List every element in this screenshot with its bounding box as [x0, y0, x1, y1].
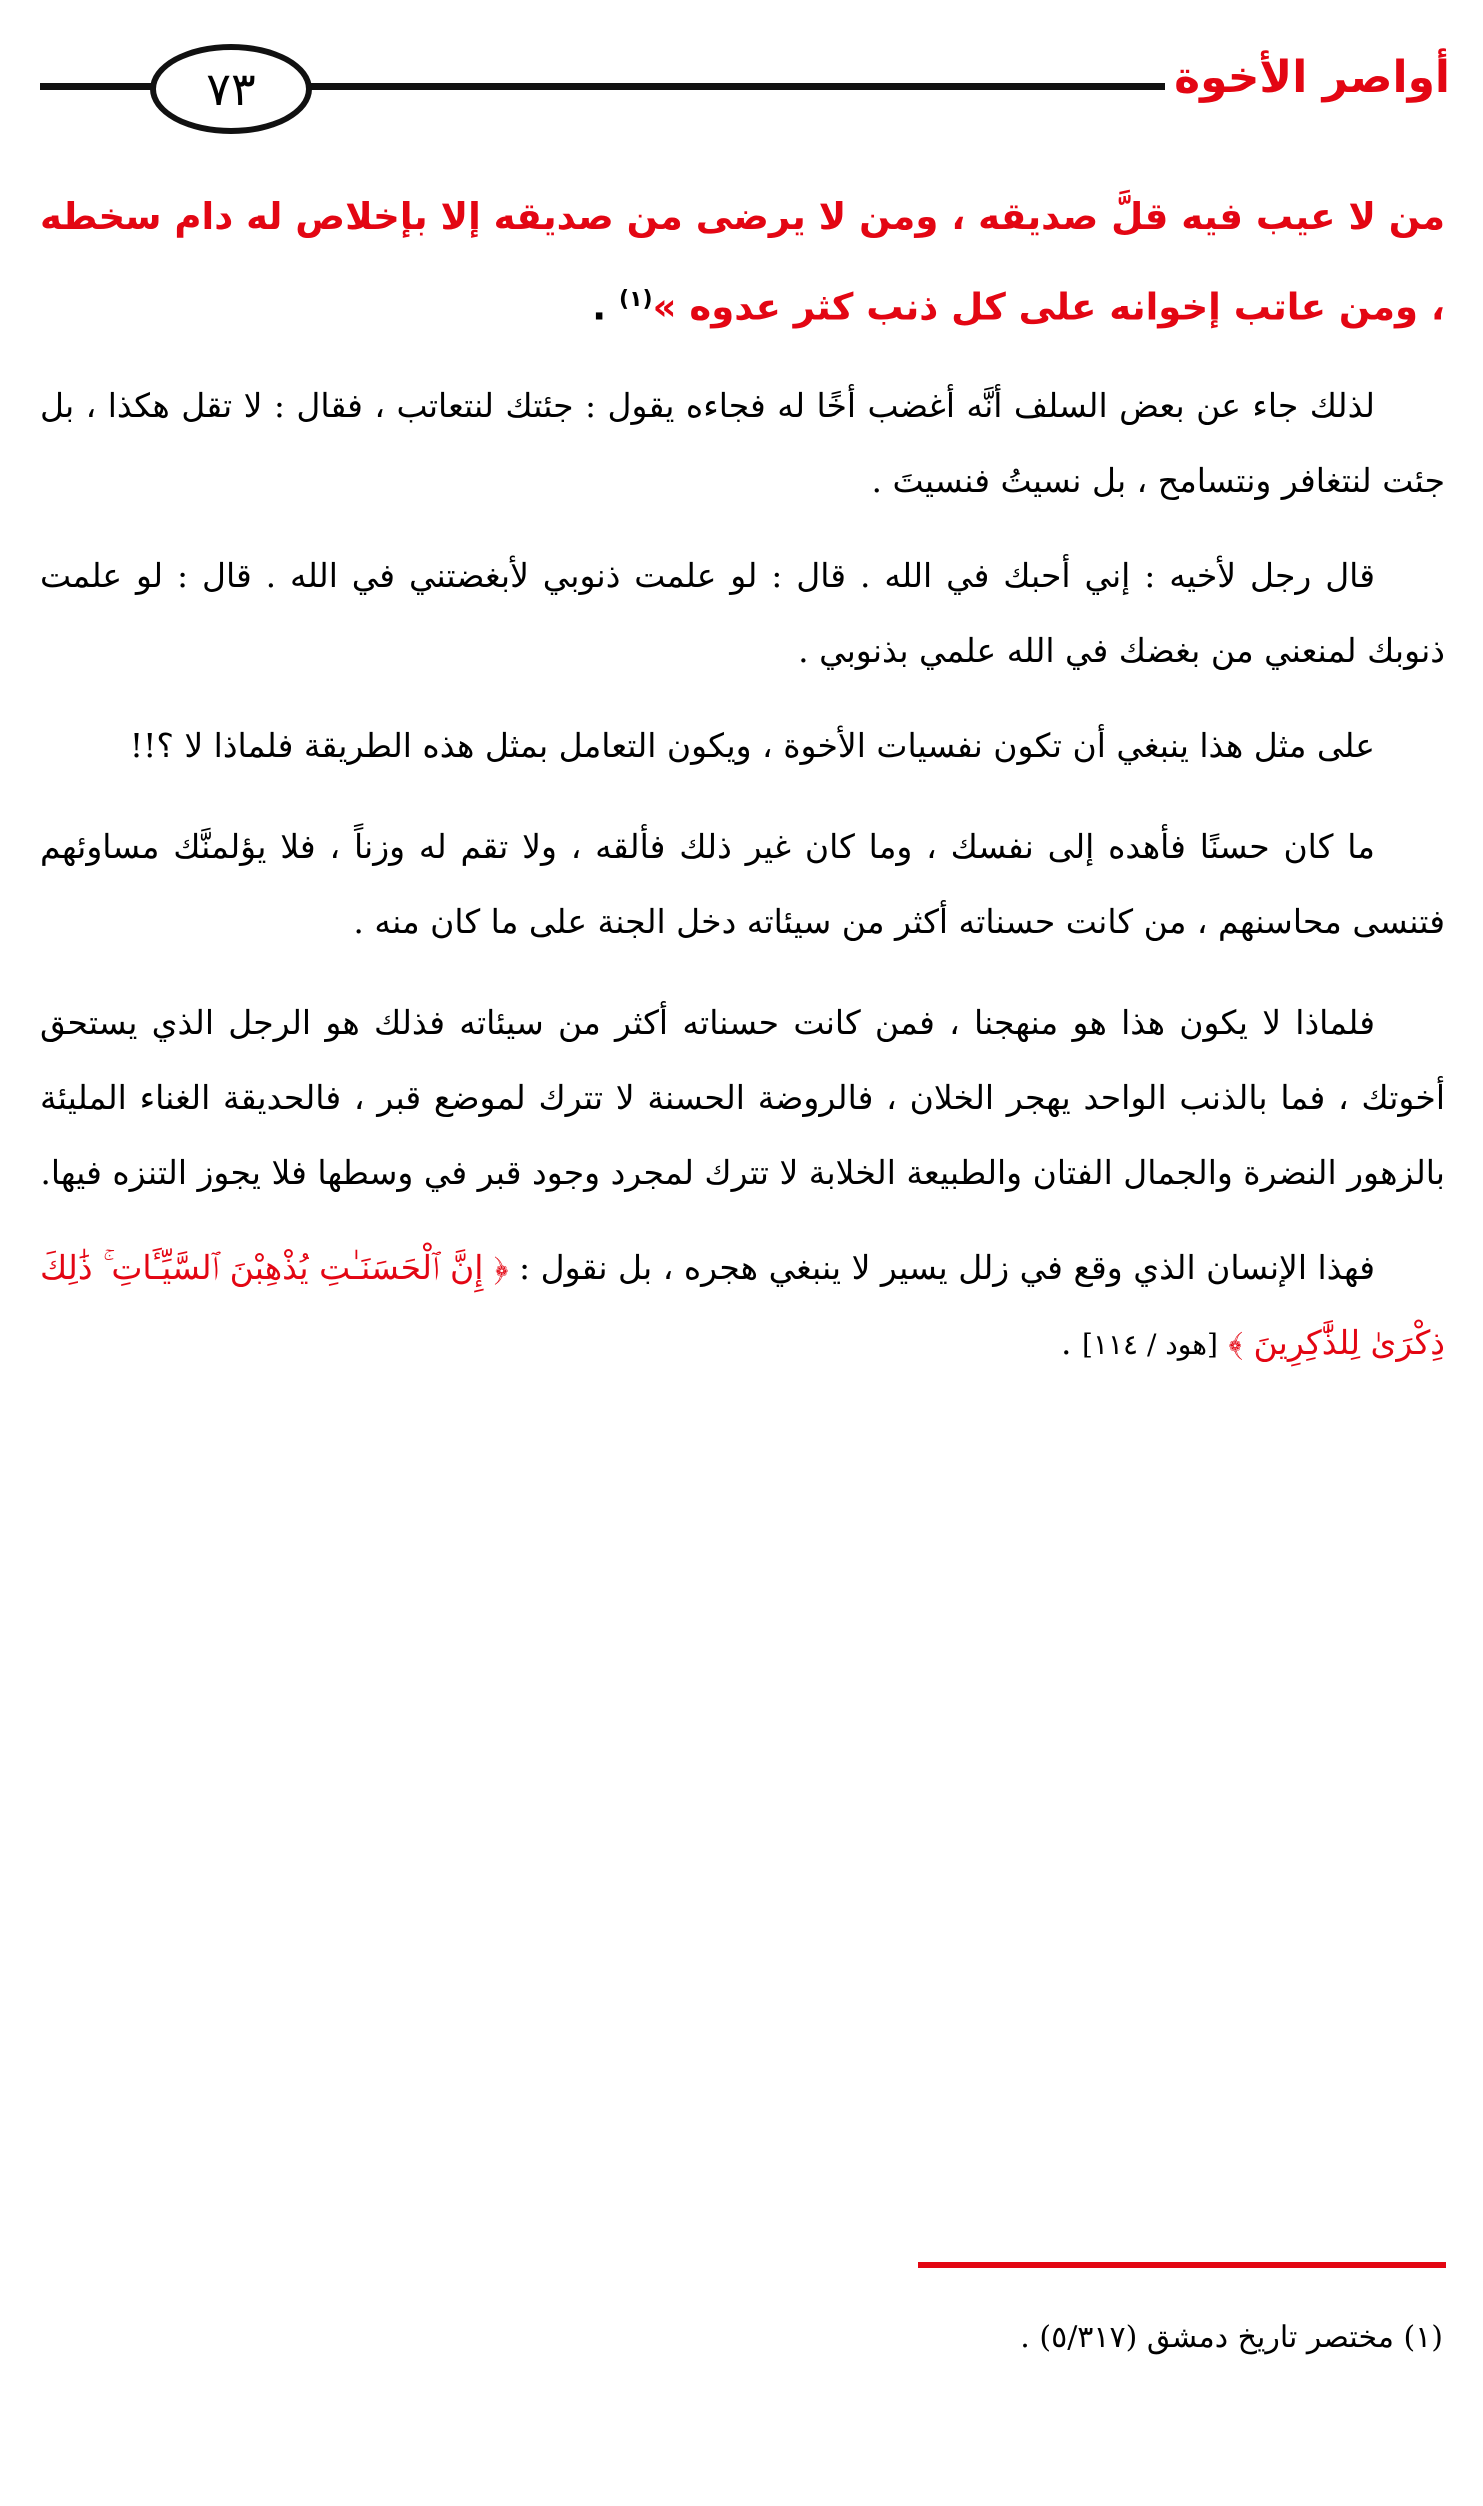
- quote-paragraph: [40, 175, 1445, 348]
- footnote-marker: (١): [619, 287, 653, 312]
- paragraph-4: ما كان حسنًا فأهده إلى نفسك ، وما كان غير ذلك فألقه ، ولا تقم له وزناً ، فلا يؤلمنَّك مساوئهم فتنسى محاسنهم ، من كانت حسناته أكثر من سيئاته دخل الجنة على ما كان منه .: [40, 827, 1445, 942]
- page-number: ٧٣: [150, 44, 312, 134]
- page-header: [40, 38, 1450, 138]
- footnote: (١) مختصر تاريخ دمشق (٥/٣١٧) .: [1020, 2320, 1443, 2355]
- footnote-separator: [918, 2262, 1446, 2268]
- paragraph-1: لذلك جاء عن بعض السلف أنَّه أغضب أخًا له فجاءه يقول : جئتك لنتعاتب ، فقال : لا تقل هكذا ، بل جئت لنتغافر ونتسامح ، بل نسيتُ فنسيتَ .: [40, 386, 1445, 501]
- main-text: [40, 175, 1445, 1382]
- paragraph-6-lead: فهذا الإنسان الذي وقع في زلل يسير لا ينبغي هجره ، بل نقول :: [519, 1248, 1375, 1288]
- paragraph-5: فلماذا لا يكون هذا هو منهجنا ، فمن كانت حسناته أكثر من سيئاته فذلك هو الرجل الذي يستحق أخوتك ، فما بالذنب الواحد يهجر الخلان ، فالروضة الحسنة لا تترك لموضع قبر ، فالحديقة الغناء المليئة بالزهور النضرة والجمال الفتان والطبيعة الخلابة لا تترك لمجرد وجود قبر في وسطها فلا يجوز التنزه فيها.: [40, 1003, 1445, 1193]
- quran-verse: ﴿ إِنَّ ٱلْحَسَنَـٰتِ يُذْهِبْنَ ٱلسَّيِّـَٔاتِ ۚ ذَٰلِكَ ذِكْرَىٰ لِلذَّٰكِرِينَ ﴾: [40, 1248, 1445, 1363]
- quote-end: .: [592, 285, 607, 329]
- paragraph-6-end: .: [1061, 1323, 1072, 1363]
- paragraph-2: قال رجل لأخيه : إني أحبك في الله . قال : لو علمت ذنوبي لأبغضتني في الله . قال : لو علمت ذنوبك لمنعني من بغضك في الله علمي بذنوبي .: [40, 556, 1445, 671]
- quote-text: من لا عيب فيه قلَّ صديقه ، ومن لا يرضى من صديقه إلا بإخلاص له دام سخطه ، ومن عاتب إخوانه على كل ذنب كثر عدوه »: [40, 195, 1445, 329]
- paragraph-6: [40, 1230, 1445, 1382]
- paragraph-3: على مثل هذا ينبغي أن تكون نفسيات الأخوة ، ويكون التعامل بمثل هذه الطريقة فلماذا لا ؟!!: [129, 726, 1375, 766]
- running-title: أواصر الأخوة: [1174, 52, 1450, 103]
- verse-reference: [هود / ١١٤]: [1082, 1328, 1218, 1362]
